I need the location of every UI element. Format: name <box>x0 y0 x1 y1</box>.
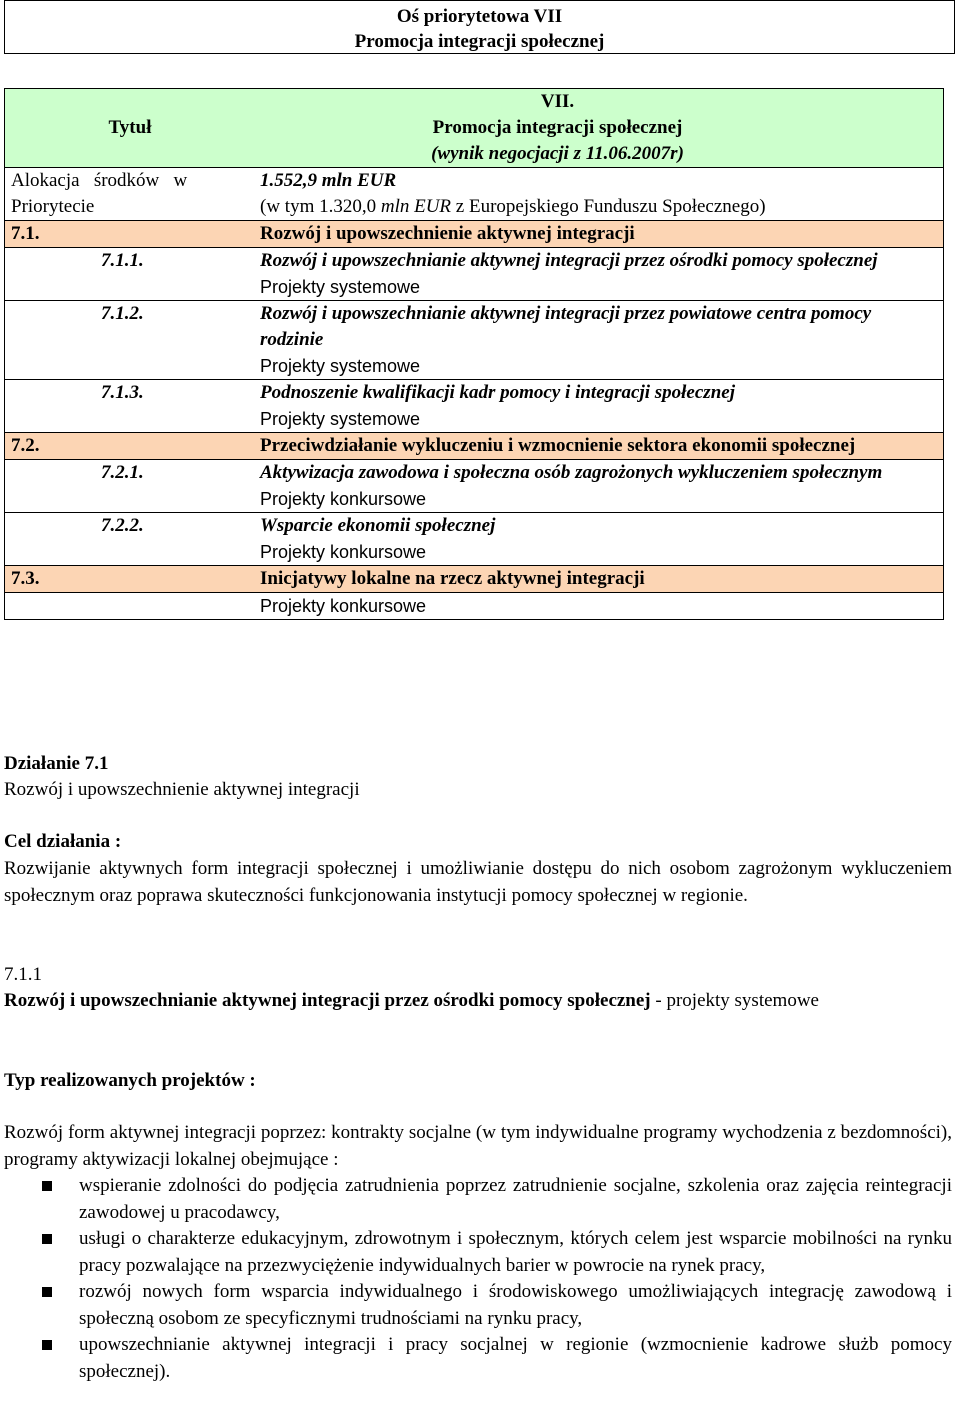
allocation-note-prefix: (w tym 1.320,0 <box>260 196 381 217</box>
measure-text: Inicjatywy lokalne na rzecz aktywnej integracji <box>260 568 645 589</box>
project-type: Projekty systemowe <box>260 409 421 429</box>
measure-row-7-1 <box>4 220 944 247</box>
submeasure-cell <box>255 513 943 565</box>
submeasure-cell <box>255 248 943 300</box>
empty-cell <box>5 593 255 619</box>
list-item <box>4 1173 952 1226</box>
title-num: VII. <box>540 91 575 112</box>
project-type: Projekty konkursowe <box>260 542 427 562</box>
list-item <box>4 1279 952 1332</box>
measure-row-7-3-type <box>4 592 944 620</box>
list-item <box>4 1226 952 1279</box>
bullet-square-icon <box>42 1340 52 1350</box>
submeasure-heading-rest: - projekty systemowe <box>650 990 819 1011</box>
list-item-text: rozwój nowych form wsparcia indywidualnego i środowiskowego umożliwiających integrację zawodową i społeczną osobom ze specyficznymi trudnościami na rynku pracy, <box>79 1281 952 1329</box>
project-type: Projekty konkursowe <box>260 489 427 509</box>
project-types-list <box>4 1173 952 1385</box>
submeasure-cell <box>255 301 943 379</box>
title-label: Tytuł <box>108 117 152 138</box>
title-row <box>4 88 944 167</box>
submeasure-row-7-1-2 <box>4 300 944 379</box>
submeasure-row-7-2-1 <box>4 459 944 512</box>
measure-row-7-3 <box>4 565 944 592</box>
title-name: Promocja integracji społecznej <box>432 117 683 138</box>
list-item <box>4 1332 952 1385</box>
submeasure-cell <box>255 380 943 432</box>
bullet-square-icon <box>42 1181 52 1191</box>
list-item-text: upowszechnianie aktywnej integracji i pracy socjalnej w regionie (wzmocnienie kadrowe służb pomocy społecznej). <box>79 1334 952 1382</box>
header-line-1: Oś priorytetowa VII <box>396 6 563 27</box>
project-type: Projekty konkursowe <box>260 596 427 616</box>
submeasure-text: Wsparcie ekonomii społecznej <box>260 515 496 536</box>
submeasure-num: 7.2.2. <box>101 515 144 536</box>
allocation-value-cell <box>255 168 943 220</box>
submeasure-row-7-1-3 <box>4 379 944 432</box>
allocation-note-italic: mln EUR <box>380 196 452 217</box>
submeasure-row-7-1-1 <box>4 247 944 300</box>
submeasure-num: 7.1.1. <box>101 250 144 271</box>
action-label: Działanie 7.1 <box>4 753 109 774</box>
measure-num: 7.1. <box>11 223 40 244</box>
title-note: (wynik negocjacji z 11.06.2007r) <box>431 143 684 164</box>
types-label: Typ realizowanych projektów : <box>4 1070 256 1091</box>
submeasure-text: Rozwój i upowszechnianie aktywnej integracji przez powiatowe centra pomocy rodzinie <box>260 303 872 350</box>
allocation-note-suffix: z Europejskiego Funduszu Społecznego) <box>451 196 766 217</box>
submeasure-num: 7.2.1. <box>101 462 144 483</box>
bullet-square-icon <box>42 1234 52 1244</box>
measure-row-7-2 <box>4 432 944 459</box>
measure-num: 7.3. <box>11 568 40 589</box>
allocation-note <box>260 194 935 220</box>
submeasure-text: Podnoszenie kwalifikacji kadr pomocy i integracji społecznej <box>260 382 735 403</box>
list-item-text: wspieranie zdolności do podjęcia zatrudnienia poprzez zatrudnienie socjalne, szkolenia oraz zajęcia reintegracji zawodowej u pracodawcy, <box>79 1175 952 1223</box>
submeasure-num: 7.1.3. <box>101 382 144 403</box>
measure-num: 7.2. <box>11 435 40 456</box>
measure-text: Rozwój i upowszechnienie aktywnej integracji <box>260 223 635 244</box>
goal-text: Rozwijanie aktywnych form integracji społecznej i umożliwianie dostępu do nich osobom zagrożonym wykluczeniem społecznym oraz poprawa skuteczności funkcjonowania instytucji pomocy społecznej w regionie. <box>4 858 952 906</box>
measure-text: Przeciwdziałanie wykluczeniu i wzmocnienie sektora ekonomii społecznej <box>260 435 856 456</box>
project-type: Projekty systemowe <box>260 277 421 297</box>
submeasure-text: Rozwój i upowszechnianie aktywnej integracji przez ośrodki pomocy społecznej <box>260 250 878 271</box>
submeasure-number: 7.1.1 <box>4 964 42 985</box>
submeasure-cell <box>255 460 943 512</box>
submeasure-num: 7.1.2. <box>101 303 144 324</box>
allocation-label-2: Priorytecie <box>11 196 95 217</box>
allocation-row <box>4 167 944 220</box>
list-item-text: usługi o charakterze edukacyjnym, zdrowotnym i społecznym, których celem jest wsparcie mobilności na rynku pracy pozwalające na przezwyciężenie indywidualnych barier w powrocie na rynek pracy, <box>79 1228 952 1276</box>
goal-label: Cel działania : <box>4 831 122 852</box>
title-cell <box>255 89 943 167</box>
priority-axis-header <box>4 0 955 54</box>
header-line-2: Promocja integracji społecznej <box>354 31 605 52</box>
action-title: Rozwój i upowszechnienie aktywnej integracji <box>4 779 360 800</box>
priority-table <box>4 88 944 620</box>
bullet-square-icon <box>42 1287 52 1297</box>
project-type: Projekty systemowe <box>260 356 421 376</box>
submeasure-row-7-2-2 <box>4 512 944 565</box>
submeasure-heading-bold: Rozwój i upowszechnianie aktywnej integracji przez ośrodki pomocy społecznej <box>4 990 651 1011</box>
allocation-label-1: Alokacja środków w <box>11 170 188 191</box>
allocation-value: 1.552,9 mln EUR <box>260 170 397 191</box>
types-intro: Rozwój form aktywnej integracji poprzez: kontrakty socjalne (w tym indywidualne programy wychodzenia z bezdomności), programy aktywizacji lokalnej obejmujące : <box>4 1122 952 1170</box>
submeasure-heading <box>4 988 952 1015</box>
allocation-label <box>5 168 255 220</box>
submeasure-text: Aktywizacja zawodowa i społeczna osób zagrożonych wykluczeniem społecznym <box>260 462 883 483</box>
